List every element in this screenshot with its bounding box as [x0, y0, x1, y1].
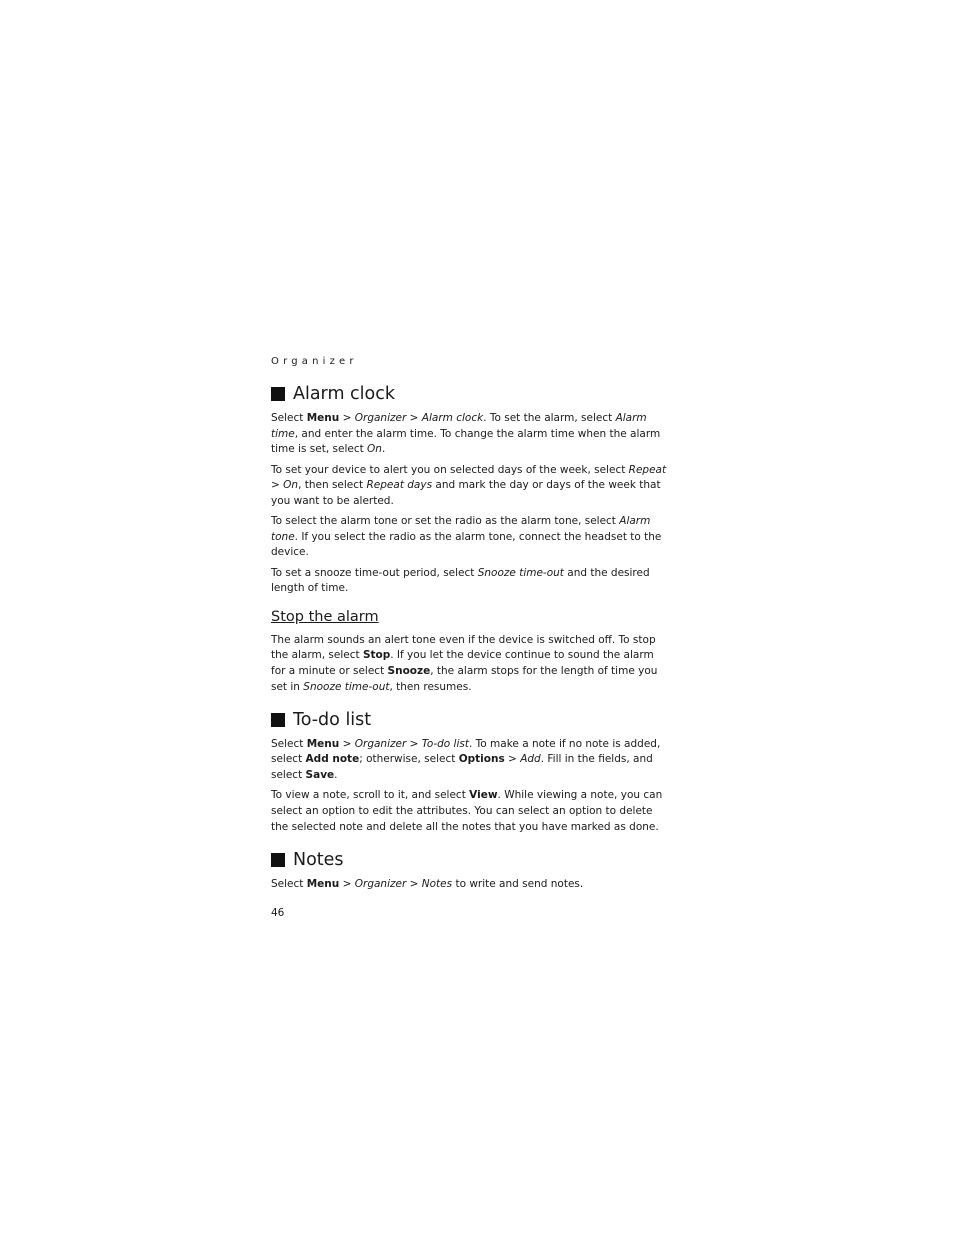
text-run: , and enter the alarm time. To change the alarm time when the alarm time is set, select	[271, 427, 661, 456]
text-run: The alarm sounds an alert tone even if the device is switched off. To stop the alarm, select	[271, 633, 656, 662]
text-run: >	[271, 479, 284, 492]
text-run: >	[406, 878, 422, 891]
option-term: To-do list	[421, 737, 469, 750]
section-bullet-icon	[271, 387, 285, 401]
section-heading-notes	[271, 849, 671, 871]
text-run: To set your device to alert you on selected days of the week, select	[271, 463, 629, 476]
option-term: Alarm clock	[421, 412, 484, 424]
section-bullet-icon	[271, 713, 285, 727]
text-run: Select	[271, 412, 307, 424]
paragraph	[271, 877, 671, 893]
text-run: >	[339, 737, 355, 750]
text-run: Select	[271, 737, 307, 750]
menu-term: Options	[458, 753, 505, 766]
option-term: Repeat days	[366, 479, 433, 492]
menu-term: Save	[305, 769, 335, 782]
text-run: . Fill in the fields, and select	[271, 753, 653, 782]
text-run: >	[406, 412, 422, 424]
text-run: To set a snooze time-out period, select	[271, 566, 478, 579]
text-run: Select	[271, 878, 307, 891]
paragraph	[271, 737, 671, 784]
subsection-heading-stop-alarm: Stop the alarm	[271, 608, 379, 625]
menu-term: Snooze	[387, 664, 431, 677]
paragraph	[271, 514, 671, 561]
section-heading-todo-list	[271, 709, 671, 731]
option-term: Add	[520, 753, 541, 766]
option-term: Notes	[421, 878, 453, 891]
menu-term: Menu	[306, 737, 340, 750]
text-run: ; otherwise, select	[359, 753, 459, 766]
text-run: . To set the alarm, select	[483, 412, 616, 424]
section-title: To-do list	[293, 709, 372, 730]
section-bullet-icon	[271, 853, 285, 867]
paragraph	[271, 788, 671, 835]
text-run: , the alarm stops for the length of time you set in	[271, 664, 658, 693]
paragraph	[271, 633, 671, 695]
section-title: Notes	[293, 850, 344, 871]
text-run: >	[339, 878, 355, 891]
text-run: .	[334, 769, 338, 782]
text-run: . If you let the device continue to sound the alarm for a minute or select	[271, 649, 654, 677]
option-term: On	[283, 479, 299, 492]
option-term: Organizer	[354, 412, 407, 424]
text-run: . If you select the radio as the alarm tone, connect the headset to the device.	[271, 530, 662, 559]
text-run: .	[381, 443, 386, 456]
text-run: To select the alarm tone or set the radio as the alarm tone, select	[271, 515, 620, 528]
section-title: Alarm clock	[293, 384, 396, 404]
option-term: Organizer	[354, 878, 407, 891]
text-run: To view a note, scroll to it, and select	[271, 789, 470, 802]
option-term: Alarm tone	[271, 515, 651, 543]
paragraph	[271, 463, 671, 510]
text-run: , then select	[298, 479, 367, 492]
option-term: Snooze time-out	[477, 566, 564, 579]
running-head: Organizer	[271, 356, 358, 367]
menu-term: Menu	[306, 878, 340, 891]
option-term: Organizer	[354, 737, 407, 750]
text-run: and mark the day or days of the week that you want to be alerted.	[271, 479, 661, 507]
manual-page	[271, 355, 671, 919]
menu-term: Menu	[306, 412, 340, 424]
text-run: and the desired length of time.	[271, 566, 650, 595]
text-run: . While viewing a note, you can select an option to edit the attributes. You can select an option to delete the selected note and delete all the notes that you have marked as done.	[271, 789, 663, 833]
text-run: , then resumes.	[389, 680, 472, 693]
text-run: >	[406, 737, 422, 750]
page-number: 46	[271, 906, 285, 919]
menu-term: Stop	[362, 649, 391, 662]
section-heading-alarm-clock	[271, 383, 671, 405]
text-run: . To make a note if no note is added, select	[271, 737, 661, 766]
text-run: >	[504, 753, 521, 766]
option-term: On	[367, 443, 382, 456]
paragraph	[271, 411, 671, 458]
option-term: Repeat	[628, 463, 667, 476]
menu-term: Add note	[305, 753, 360, 766]
text-run: to write and send notes.	[452, 878, 584, 891]
text-run: >	[339, 412, 355, 424]
menu-term: View	[469, 789, 498, 802]
paragraph	[271, 566, 671, 597]
option-term: Snooze time-out	[303, 680, 390, 693]
option-term: Alarm time	[271, 412, 647, 440]
